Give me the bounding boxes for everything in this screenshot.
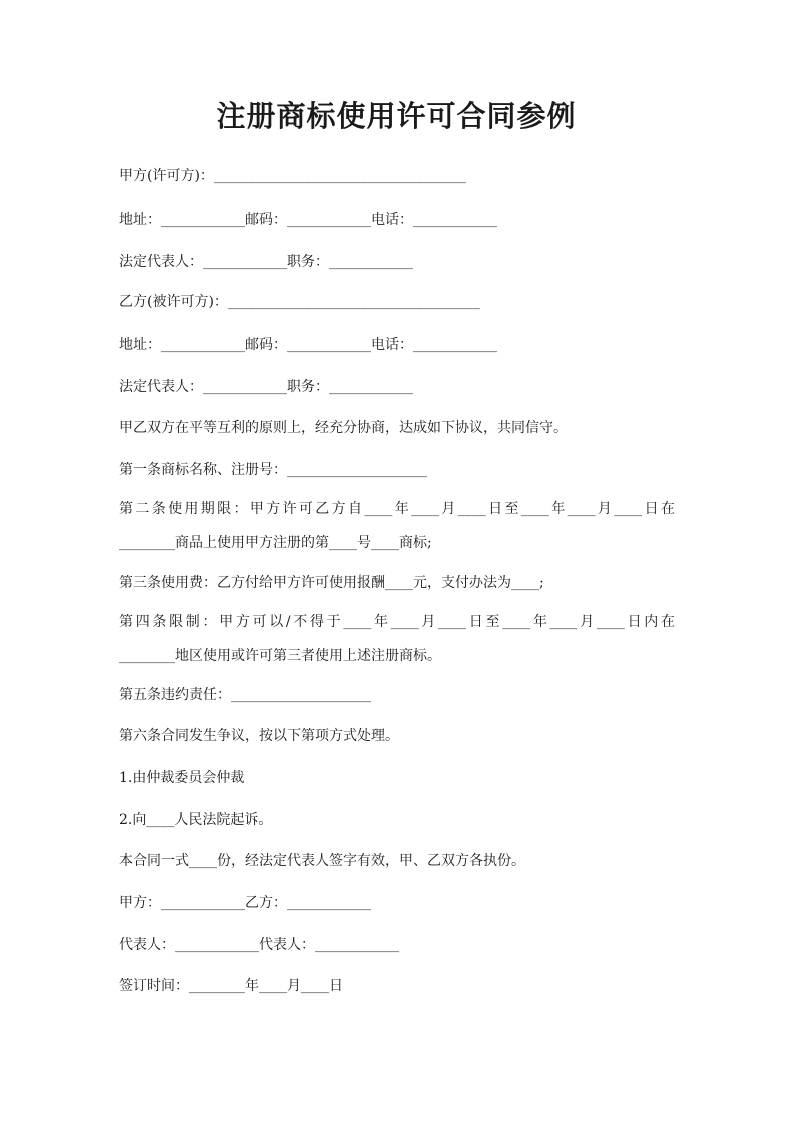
party-a-line: 甲方(许可方)：____________________________________ [119, 168, 466, 184]
dispute-option-1: 1.由仲裁委员会仲裁 [119, 770, 245, 786]
article-5: 第五条违约责任：____________________ [119, 687, 371, 703]
dispute-option-2: 2.向____人民法院起诉。 [119, 812, 273, 828]
article-2-line-2: ________商品上使用甲方注册的第____号____商标; [119, 535, 432, 551]
article-4 [119, 605, 675, 673]
document-title: 注册商标使用许可合同参例 [216, 99, 577, 133]
signing-date-line: 签订时间：________年____月____日 [119, 978, 343, 994]
party-b-line: 乙方(被许可方)：____________________________________ [119, 294, 480, 310]
article-4-line-1: 第四条限制：甲方可以/不得于____年____月____日至____年____月____日内在 [119, 614, 675, 630]
article-2 [119, 492, 675, 560]
article-3: 第三条使用费：乙方付给甲方许可使用报酬____元，支付办法为____; [119, 575, 544, 591]
party-a-representative-line: 法定代表人：____________职务：____________ [119, 254, 413, 270]
signature-parties-line: 甲方：____________乙方：____________ [119, 895, 371, 911]
party-b-address-line: 地址：____________邮码：____________电话：____________ [119, 337, 497, 353]
article-6: 第六条合同发生争议，按以下第项方式处理。 [119, 728, 399, 744]
signature-representatives-line: 代表人：____________代表人：____________ [119, 937, 399, 953]
article-1: 第一条商标名称、注册号：____________________ [119, 462, 427, 478]
party-a-address-line: 地址：____________邮码：____________电话：____________ [119, 212, 497, 228]
copies-clause: 本合同一式____份，经法定代表人签字有效，甲、乙双方各执份。 [119, 853, 525, 869]
article-4-line-2: ________地区使用或许可第三者使用上述注册商标。 [119, 648, 441, 664]
party-b-representative-line: 法定代表人：____________职务：____________ [119, 379, 413, 395]
article-2-line-1: 第二条使用期限：甲方许可乙方自____年____月____日至____年____月____日在 [119, 501, 675, 517]
intro-paragraph: 甲乙双方在平等互利的原则上，经充分协商，达成如下协议，共同信守。 [119, 420, 567, 436]
